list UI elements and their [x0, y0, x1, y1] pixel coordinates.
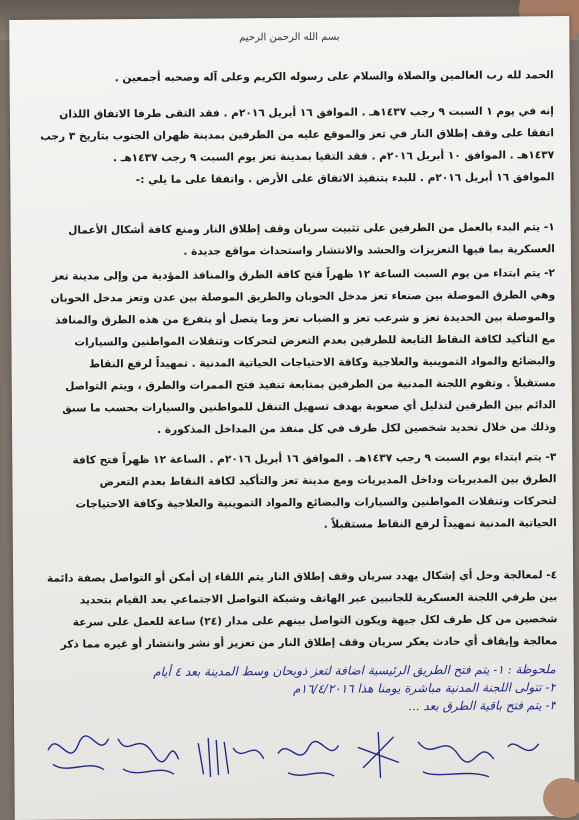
- intro-line: اتفقا على وقف إطلاق النار في تعز والموقع عليه من الطرفين بمدينة ظهران الجنوب بتاريخ ٣ رجب: [40, 127, 555, 143]
- intro-paragraph: [24, 100, 555, 192]
- clause-line: لتحركات وتنقلات المواطنين والسيارات والبضائع والمواد التموينية والعلاجية وكافة الاحتياجات: [75, 495, 557, 511]
- clause-line: والموصلة بين الحديدة تعز و شرعب تعز و الضباب تعز وما يتصل أو يتفرع من هذه الطرق والمنافذ: [55, 311, 556, 327]
- basmala-header: بسم الله الرحمن الرحيم: [239, 31, 340, 44]
- clause-line: الدائم بين الطرفين لتذليل أي صعوبة بهدف تسهيل التنقل للمواطنين والسيارات بحسب ما سبق: [62, 399, 556, 415]
- clause-line: ٣- يتم ابتداء يوم السبت ٩ رجب ١٤٣٧هـ . الموافق ١٦ أبريل ٢٠١٦م . الساعة ١٢ ظهراً فتح كافة: [72, 451, 557, 467]
- clause-3: [26, 446, 557, 538]
- thumb-bottom-right: [543, 778, 579, 818]
- agreement-document: [9, 16, 575, 820]
- signature-area: [38, 716, 551, 800]
- handwritten-note: [36, 660, 556, 718]
- opening-line: [24, 64, 554, 90]
- clause-line: وذلك من خلال تحديد شخصين لكل طرف في كل منفذ من المداخل المذكورة .: [157, 421, 557, 436]
- clause-line: معالجة وإيقاف أي حادث يعكر سريان وقف إطلاق النار من تعزيز أو نشر وانتشار أو غيره مما ذكر: [60, 635, 558, 651]
- clause-line: بين طرفي اللجنة العسكرية للجانبين عبر الهاتف وشبكة التواصل الاجتماعي بعد القيام بتحديد: [79, 591, 558, 607]
- clause-line: مع التأكيد لكافة النقاط التابعة للطرفين بعدم التعرض لتحركات وتنقلات المواطنين والسيارات: [74, 333, 556, 349]
- clause-line: الحياتية المدنية تمهيداً لرفع النقاط مستقبلاً .: [323, 517, 557, 531]
- clause-2: [25, 262, 556, 442]
- signatures-graphic: [38, 716, 551, 800]
- intro-line: إنه في يوم ١ السبت ٩ رجب ١٤٣٧هـ . الموافق ١٦ أبريل ٢٠١٦م . فقد التقى طرفا الاتفاق اللذان: [59, 105, 554, 121]
- note-line: ملحوظة : ١- يتم فتح الطريق الرئيسية اضافة لتعز ذوبحان وسط المدينة بعد ٤ أيام: [153, 662, 556, 679]
- clause-4: [27, 564, 558, 656]
- clause-line: ١- يتم البدء بالعمل من الطرفين على تثبيت سريان وقف إطلاق النار ومنع كافة أشكال الأعمال: [68, 221, 555, 237]
- clause-1: [25, 216, 555, 264]
- clause-line: مستقبلاً . وتقوم اللجنة المدنية من الطرفين بمتابعة تنفيذ فتح الممرات والطرق ، ويتم التواصل: [65, 377, 556, 393]
- clause-line: شخصين من كل طرف لكل جبهة ويكون التواصل بينهم على مدار (٢٤) ساعة للعمل على سرعة: [72, 613, 558, 629]
- intro-line: ١٤٣٧هـ . الموافق ١٠ أبريل ٢٠١٦م . فقد التقيا بمدينة تعز يوم السبت ٩ رجب ١٤٣٧هـ .: [112, 149, 555, 165]
- intro-line: الموافق ١٦ أبريل ٢٠١٦م . للبدء بتنفيذ الاتفاق على الأرض . واتفقا على ما يلي :-: [135, 171, 555, 187]
- note-line: ٣- يتم فتح باقية الطرق بعد ...: [408, 698, 557, 714]
- clause-line: العسكرية بما فيها التعزيزات والحشد والانتشار واستحداث مواقع جديدة .: [183, 243, 555, 258]
- opening-text: الحمد لله رب العالمين والصلاة والسلام على رسوله الكريم وعلى آله وصحبه أجمعين .: [114, 69, 554, 85]
- clause-line: وهي الطرق الموصلة بين صنعاء تعز مدخل الحوبان والطريق الموصلة بين عدن وتعز مدخل الحوبان: [50, 289, 556, 305]
- clause-line: ٢- يتم ابتداء من يوم السبت الساعة ١٢ ظهراً فتح كافة الطرق والمنافذ المؤدية من وإلى مدينة تعز: [51, 267, 556, 283]
- clause-line: والبضائع والمواد التموينية والعلاجية وكافة الاحتياجات الحياتية المدنية . تمهيداً لرفع النقاط: [89, 355, 556, 371]
- clause-line: ٤- لمعالجة وحل أي إشكال يهدد سريان وقف إطلاق النار يتم اللقاء إن أمكن أو التواصل بصفة دائمة: [46, 569, 558, 585]
- note-line: ٢- تتولى اللجنة المدنية مباشرة يومنا هذا ١٦/٤/٢٠١٦م: [292, 680, 556, 696]
- clause-line: الطرق بين المديريات وداخل المديريات ومع مدينة تعز والتأكيد لكافة النقاط بعدم التعرض: [99, 473, 557, 489]
